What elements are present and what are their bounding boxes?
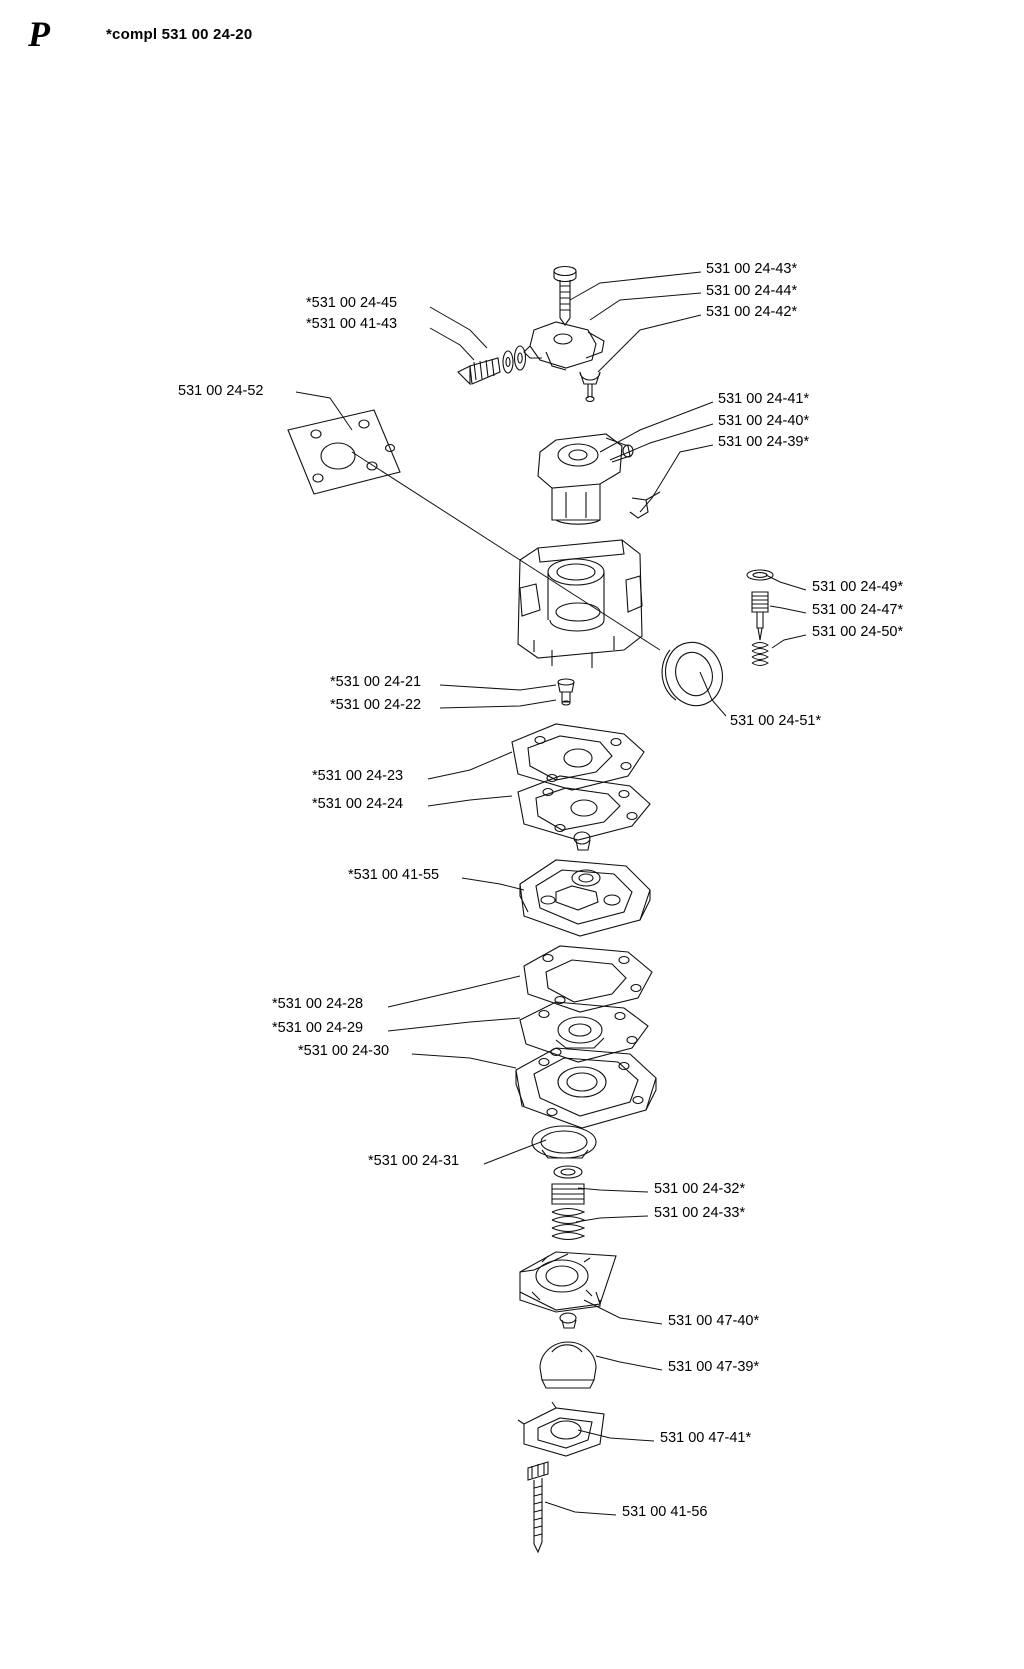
part-label-531-00-47-39: 531 00 47-39*	[668, 1359, 760, 1375]
page-header-code: *compl 531 00 24-20	[106, 26, 253, 43]
part-label-531-00-24-31: *531 00 24-31	[368, 1153, 460, 1169]
part-label-531-00-24-21: *531 00 24-21	[330, 674, 422, 690]
part-label-531-00-24-50: 531 00 24-50*	[812, 624, 904, 640]
part-label-531-00-24-33: 531 00 24-33*	[654, 1205, 746, 1221]
part-label-531-00-24-24: *531 00 24-24	[312, 796, 404, 812]
part-label-531-00-24-44: 531 00 24-44*	[706, 283, 798, 299]
page-letter: P	[28, 14, 50, 54]
part-label-531-00-24-22: *531 00 24-22	[330, 697, 422, 713]
part-label-531-00-24-23: *531 00 24-23	[312, 768, 404, 784]
part-label-531-00-24-40: 531 00 24-40*	[718, 413, 810, 429]
part-label-531-00-41-43: *531 00 41-43	[306, 316, 398, 332]
part-label-531-00-24-29: *531 00 24-29	[272, 1020, 364, 1036]
part-label-531-00-47-41: 531 00 47-41*	[660, 1430, 752, 1446]
part-label-531-00-24-45: *531 00 24-45	[306, 295, 398, 311]
part-label-531-00-24-51: 531 00 24-51*	[730, 713, 822, 729]
part-label-531-00-24-30: *531 00 24-30	[298, 1043, 390, 1059]
part-label-531-00-41-56: 531 00 41-56	[622, 1504, 708, 1520]
part-label-531-00-47-40: 531 00 47-40*	[668, 1313, 760, 1329]
part-label-531-00-24-52: 531 00 24-52	[178, 383, 264, 399]
part-label-531-00-41-55: *531 00 41-55	[348, 867, 440, 883]
part-label-531-00-24-49: 531 00 24-49*	[812, 579, 904, 595]
part-label-531-00-24-43: 531 00 24-43*	[706, 261, 798, 277]
part-label-531-00-24-32: 531 00 24-32*	[654, 1181, 746, 1197]
part-label-531-00-24-39: 531 00 24-39*	[718, 434, 810, 450]
part-label-531-00-24-47: 531 00 24-47*	[812, 602, 904, 618]
part-label-531-00-24-28: *531 00 24-28	[272, 996, 364, 1012]
part-label-531-00-24-42: 531 00 24-42*	[706, 304, 798, 320]
part-label-531-00-24-41: 531 00 24-41*	[718, 391, 810, 407]
